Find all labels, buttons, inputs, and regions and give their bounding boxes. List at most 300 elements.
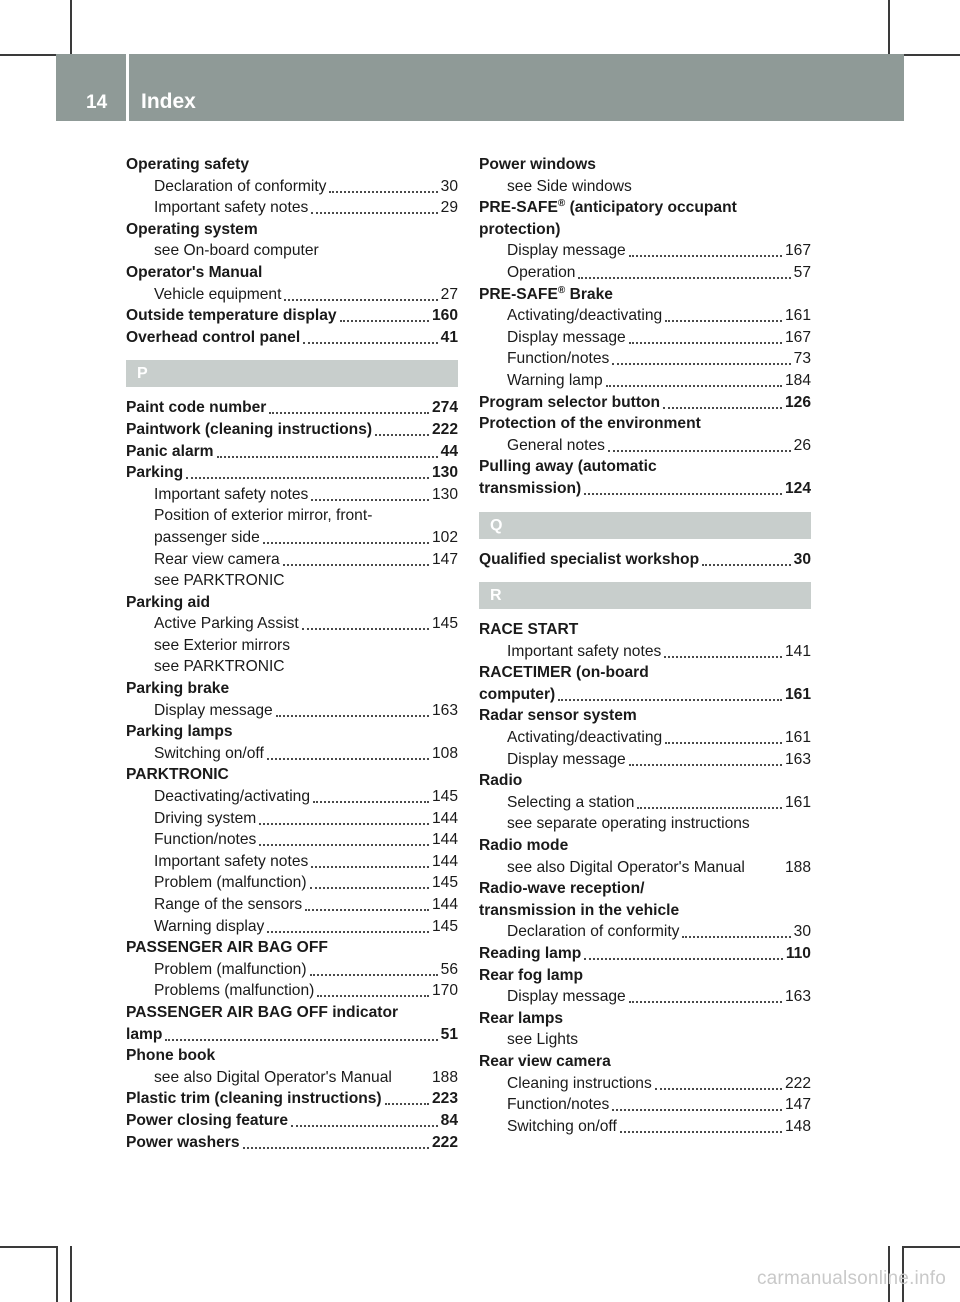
crop-mark (888, 0, 890, 54)
dot-leader (284, 284, 437, 301)
entry-text (126, 305, 337, 327)
index-entry (479, 705, 811, 727)
index-entry (126, 1002, 458, 1024)
entry-text (479, 707, 637, 724)
page-reference: 30 (793, 923, 811, 941)
entry-label: Function/notes (154, 831, 257, 849)
index-subentry (126, 916, 458, 938)
entry-text (507, 792, 634, 814)
entry-label: PRE-SAFE (479, 199, 558, 217)
dot-leader (269, 397, 429, 414)
index-entry (126, 327, 458, 349)
page-reference: 144 (431, 831, 458, 849)
page-reference: 130 (431, 464, 458, 482)
index-subentry (479, 986, 811, 1008)
entry-text (507, 348, 609, 370)
entry-label: see also Digital Operator's Manual (154, 1068, 392, 1086)
page-reference: 147 (784, 1096, 811, 1114)
entry-text (507, 1031, 578, 1048)
index-entry (479, 662, 811, 684)
page-reference: 26 (793, 436, 811, 454)
entry-label: Outside temperature display (126, 307, 337, 325)
index-subentry (126, 635, 458, 657)
entry-label: Active Parking Assist (154, 615, 299, 633)
index-subentry (126, 505, 458, 527)
entry-label: PASSENGER AIR BAG OFF indicator (126, 1003, 399, 1021)
page-reference: 222 (431, 1133, 458, 1151)
dot-leader (375, 419, 429, 436)
entry-text (154, 527, 260, 549)
dot-leader (663, 392, 782, 409)
entry-text (154, 872, 307, 894)
entry-text (126, 441, 214, 463)
entry-text (126, 594, 210, 611)
entry-text (479, 880, 645, 897)
dot-leader (558, 684, 782, 701)
dot-leader (263, 527, 429, 544)
entry-label: Driving system (154, 809, 257, 827)
entry-text (126, 1024, 162, 1046)
index-subentry (126, 570, 458, 592)
dot-leader (310, 872, 429, 889)
crop-mark (70, 1246, 72, 1302)
entry-text (154, 808, 256, 830)
header-divider (126, 54, 129, 121)
index-subentry (126, 808, 458, 830)
dot-leader (584, 478, 782, 495)
entry-label: see Side windows (507, 177, 632, 195)
index-entry (126, 154, 458, 176)
entry-label: PARKTRONIC (126, 766, 229, 784)
entry-label: Important safety notes (154, 852, 309, 870)
index-entry (479, 878, 811, 900)
entry-label: Reading lamp (479, 945, 582, 962)
entry-label: Parking brake (126, 680, 230, 698)
entry-label: Operation (507, 263, 576, 281)
index-subentry (479, 749, 811, 771)
crop-mark (56, 1246, 58, 1302)
index-subentry (126, 851, 458, 873)
index-subentry (479, 1116, 811, 1138)
crop-mark (0, 54, 56, 56)
entry-label: see separate operating instructions (507, 815, 750, 833)
page-reference: 27 (440, 285, 458, 303)
entry-text (479, 621, 578, 638)
entry-label: see Exterior mirrors (154, 636, 291, 654)
index-subentry (479, 176, 811, 198)
entry-label: Radar sensor system (479, 707, 637, 725)
entry-label: Power windows (479, 156, 596, 173)
entry-text (479, 772, 522, 789)
entry-label: Parking aid (126, 593, 211, 611)
entry-label: transmission) (479, 479, 582, 497)
entry-label: Declaration of conformity (154, 177, 327, 195)
dot-leader (259, 808, 429, 825)
index-entry (126, 441, 458, 463)
entry-text (154, 1067, 392, 1089)
page-reference: 29 (440, 199, 458, 217)
entry-text (479, 902, 679, 919)
entry-text (126, 1047, 215, 1064)
index-entry (479, 392, 811, 414)
index-entry (126, 1088, 458, 1110)
entry-label: Declaration of conformity (507, 923, 680, 941)
index-entry (479, 1051, 811, 1073)
dot-leader (217, 441, 438, 458)
page-reference: 145 (431, 917, 458, 935)
index-subentry (479, 857, 811, 879)
entry-label: passenger side (154, 528, 260, 546)
index-subentry (126, 1067, 458, 1089)
entry-label: Deactivating/activating (154, 788, 311, 806)
index-entry (126, 678, 458, 700)
entry-text (154, 507, 372, 524)
entry-label: Warning lamp (507, 371, 603, 389)
page-reference: 124 (784, 479, 811, 497)
entry-label: General notes (507, 436, 605, 454)
index-entry (479, 549, 811, 571)
entry-text (479, 967, 583, 984)
entry-text (126, 327, 300, 349)
dot-leader (578, 262, 790, 279)
entry-label-suffix: (anticipatory occupant (565, 199, 737, 217)
index-entry (479, 770, 811, 792)
page-reference: 144 (431, 809, 458, 827)
entry-text (154, 613, 299, 635)
index-entry (126, 419, 458, 441)
index-subentry (126, 613, 458, 635)
dot-leader (665, 727, 782, 744)
entry-text (479, 943, 581, 965)
entry-text (126, 156, 249, 173)
index-entry (126, 1045, 458, 1067)
index-column-right (479, 154, 811, 1137)
dot-leader (340, 305, 429, 322)
crop-mark (904, 1246, 960, 1248)
dot-leader (612, 1094, 782, 1111)
index-subentry (126, 786, 458, 808)
index-entry (126, 1024, 458, 1046)
dot-leader (385, 1088, 429, 1105)
index-subentry (126, 176, 458, 198)
entry-label: Problem (malfunction) (154, 960, 307, 978)
entry-label: Paint code number (126, 399, 267, 417)
dot-leader (291, 1110, 438, 1127)
index-entry (479, 284, 811, 306)
dot-leader (702, 549, 791, 566)
entry-label: Rear lamps (479, 1009, 564, 1027)
entry-label: Power washers (126, 1133, 240, 1151)
entry-label: Pulling away (automatic (479, 458, 657, 476)
index-subentry (126, 959, 458, 981)
index-entry (126, 305, 458, 327)
index-entry (479, 835, 811, 857)
entry-label: Activating/deactivating (507, 307, 663, 325)
dot-leader (629, 749, 782, 766)
index-entry (126, 721, 458, 743)
entry-text (507, 435, 605, 457)
entry-text (507, 1073, 652, 1095)
index-entry (479, 413, 811, 435)
entry-label: Important safety notes (154, 485, 309, 503)
page-reference: 163 (431, 701, 458, 719)
dot-leader (329, 176, 437, 193)
page-reference: 145 (431, 788, 458, 806)
index-subentry (479, 1029, 811, 1051)
entry-label: Problem (malfunction) (154, 874, 307, 892)
page-reference: 30 (440, 177, 458, 195)
page-reference: 145 (431, 615, 458, 633)
index-subentry (479, 727, 811, 749)
dot-leader (283, 549, 429, 566)
index-subentry (479, 327, 811, 349)
entry-label: Parking (126, 464, 184, 482)
entry-text (507, 921, 679, 943)
index-entry (479, 1008, 811, 1030)
dot-leader (629, 986, 782, 1003)
entry-text (507, 1116, 617, 1138)
page-reference: 167 (784, 242, 811, 260)
entry-label: see PARKTRONIC (154, 658, 285, 676)
entry-label: Panic alarm (126, 442, 214, 460)
dot-leader (682, 921, 790, 938)
dot-leader (310, 959, 438, 976)
watermark: carmanualsonline.info (756, 1268, 946, 1289)
page-reference: 130 (431, 485, 458, 503)
entry-label: Parking lamps (126, 723, 233, 741)
page-reference: 108 (431, 744, 458, 762)
index-entry (126, 764, 458, 786)
dot-leader (395, 1067, 429, 1082)
entry-text (154, 980, 314, 1002)
entry-label: PRE-SAFE (479, 285, 558, 303)
index-entry (126, 262, 458, 284)
page-reference: 57 (793, 263, 811, 281)
page-reference: 184 (784, 371, 811, 389)
entry-text (126, 221, 258, 238)
entry-text (154, 176, 326, 198)
entry-label: Qualified specialist workshop (479, 550, 700, 568)
index-entry (479, 456, 811, 478)
entry-label: Rear view camera (479, 1052, 611, 1070)
entry-text (154, 484, 308, 506)
index-subentry (126, 527, 458, 549)
entry-label: Range of the sensors (154, 896, 303, 913)
entry-text (479, 1053, 611, 1070)
entry-text (154, 197, 308, 219)
entry-text (126, 419, 372, 441)
dot-leader (606, 370, 782, 387)
dot-leader (584, 943, 783, 960)
entry-text (479, 221, 560, 238)
entry-label-suffix: Brake (565, 285, 613, 303)
crop-mark (70, 0, 72, 54)
page-reference: 223 (431, 1090, 458, 1108)
entry-text (154, 549, 280, 571)
entry-label: Overhead control panel (126, 328, 301, 346)
entry-label: RACETIMER (on-board (479, 664, 649, 682)
dot-leader (311, 851, 429, 868)
entry-label: Display message (507, 750, 626, 768)
page-reference: 51 (440, 1025, 458, 1043)
entry-text (154, 829, 256, 851)
page-reference: 84 (440, 1111, 458, 1129)
index-entry (126, 592, 458, 614)
entry-text (154, 916, 264, 938)
page-reference: 30 (793, 550, 811, 568)
dot-leader (665, 305, 782, 322)
entry-label: PASSENGER AIR BAG OFF (126, 939, 328, 957)
registered-mark: ® (557, 284, 566, 296)
dot-leader (267, 916, 429, 933)
index-entry (479, 478, 811, 500)
entry-label: Paintwork (cleaning instructions) (126, 420, 373, 438)
entry-label: Protection of the environment (479, 415, 701, 433)
entry-text (154, 894, 302, 916)
dot-leader (655, 1073, 782, 1090)
entry-label: Important safety notes (507, 642, 662, 660)
entry-text (479, 837, 568, 854)
index-subentry (479, 240, 811, 262)
page-reference: 147 (431, 550, 458, 568)
page-reference: 160 (431, 307, 458, 325)
entry-text (126, 264, 262, 281)
entry-label: Cleaning instructions (507, 1074, 652, 1092)
entry-text (507, 749, 626, 771)
page-reference: 188 (431, 1068, 458, 1086)
entry-label: see PARKTRONIC (154, 572, 285, 590)
dot-leader (748, 857, 782, 872)
entry-text (507, 305, 662, 327)
index-column-left (126, 154, 458, 1153)
page-reference: 144 (431, 896, 458, 913)
page-reference: 73 (793, 350, 811, 368)
entry-label: Display message (507, 988, 626, 1006)
page-reference: 170 (431, 982, 458, 1000)
entry-text (507, 986, 626, 1008)
page-reference: 161 (784, 685, 811, 703)
entry-text (479, 199, 737, 216)
entry-label: Rear view camera (154, 550, 280, 568)
index-letter-divider: Q (479, 512, 811, 539)
dot-leader (311, 197, 437, 214)
page-reference: 274 (431, 399, 458, 417)
entry-label: Radio (479, 772, 523, 790)
entry-text (154, 284, 281, 306)
entry-label: RACE START (479, 621, 579, 639)
entry-label: Program selector button (479, 393, 661, 411)
page-reference: 148 (784, 1117, 811, 1135)
dot-leader (612, 348, 790, 365)
dot-leader (608, 435, 791, 452)
entry-text (126, 723, 233, 740)
page-reference: 126 (784, 393, 811, 411)
page-reference: 161 (784, 307, 811, 325)
index-subentry (479, 348, 811, 370)
entry-label: Position of exterior mirror, front- (154, 507, 373, 525)
index-entry (126, 937, 458, 959)
index-subentry (126, 743, 458, 765)
page-reference: 145 (431, 874, 458, 892)
entry-text (507, 1094, 609, 1116)
index-subentry (126, 284, 458, 306)
entry-text (154, 743, 264, 765)
entry-label: computer) (479, 685, 556, 703)
entry-label: Operator's Manual (126, 263, 263, 281)
entry-label: Activating/deactivating (507, 729, 663, 747)
index-entry (126, 1110, 458, 1132)
index-entry (479, 154, 811, 176)
index-letter-divider: P (126, 360, 458, 387)
page-reference: 188 (784, 858, 811, 876)
dot-leader (267, 743, 429, 760)
page-reference: 163 (784, 750, 811, 768)
page-reference: 161 (784, 729, 811, 747)
dot-leader (629, 327, 782, 344)
index-subentry (126, 894, 458, 916)
index-subentry (126, 829, 458, 851)
index-subentry (479, 813, 811, 835)
entry-text (126, 397, 266, 419)
entry-label: Display message (154, 701, 273, 719)
crop-mark (0, 1246, 56, 1248)
page-reference: 222 (431, 420, 458, 438)
entry-label: Plastic trim (cleaning instructions) (126, 1090, 382, 1108)
dot-leader (313, 786, 429, 803)
page-reference: 141 (784, 642, 811, 660)
entry-text (126, 462, 183, 484)
index-subentry (479, 262, 811, 284)
entry-label: Operating system (126, 220, 258, 238)
entry-text (154, 572, 285, 589)
entry-label: Function/notes (507, 350, 610, 368)
entry-label: Function/notes (507, 1096, 610, 1114)
entry-text (507, 857, 745, 879)
entry-text (126, 939, 328, 956)
index-subentry (479, 370, 811, 392)
dot-leader (664, 641, 782, 658)
entry-text (507, 262, 575, 284)
entry-text (154, 242, 319, 259)
entry-text (479, 286, 613, 303)
entry-label: Problems (malfunction) (154, 982, 315, 1000)
dot-leader (629, 240, 782, 257)
index-subentry (479, 792, 811, 814)
page-header (56, 54, 904, 121)
entry-label: Rear fog lamp (479, 966, 583, 984)
index-subentry (479, 921, 811, 943)
index-subentry (126, 656, 458, 678)
entry-text (507, 815, 750, 832)
dot-leader (186, 462, 429, 479)
entry-label: Switching on/off (154, 744, 264, 762)
dot-leader (620, 1116, 782, 1133)
entry-text (479, 392, 660, 414)
index-subentry (479, 305, 811, 327)
entry-text (479, 156, 596, 173)
entry-text (126, 1110, 288, 1132)
entry-label: Selecting a station (507, 793, 635, 811)
entry-text (479, 415, 701, 432)
entry-text (479, 684, 555, 706)
entry-text (154, 786, 310, 808)
entry-text (126, 1088, 382, 1110)
index-entry (126, 397, 458, 419)
entry-text (154, 851, 308, 873)
index-subentry (126, 872, 458, 894)
index-entry (479, 965, 811, 987)
index-entry (126, 219, 458, 241)
